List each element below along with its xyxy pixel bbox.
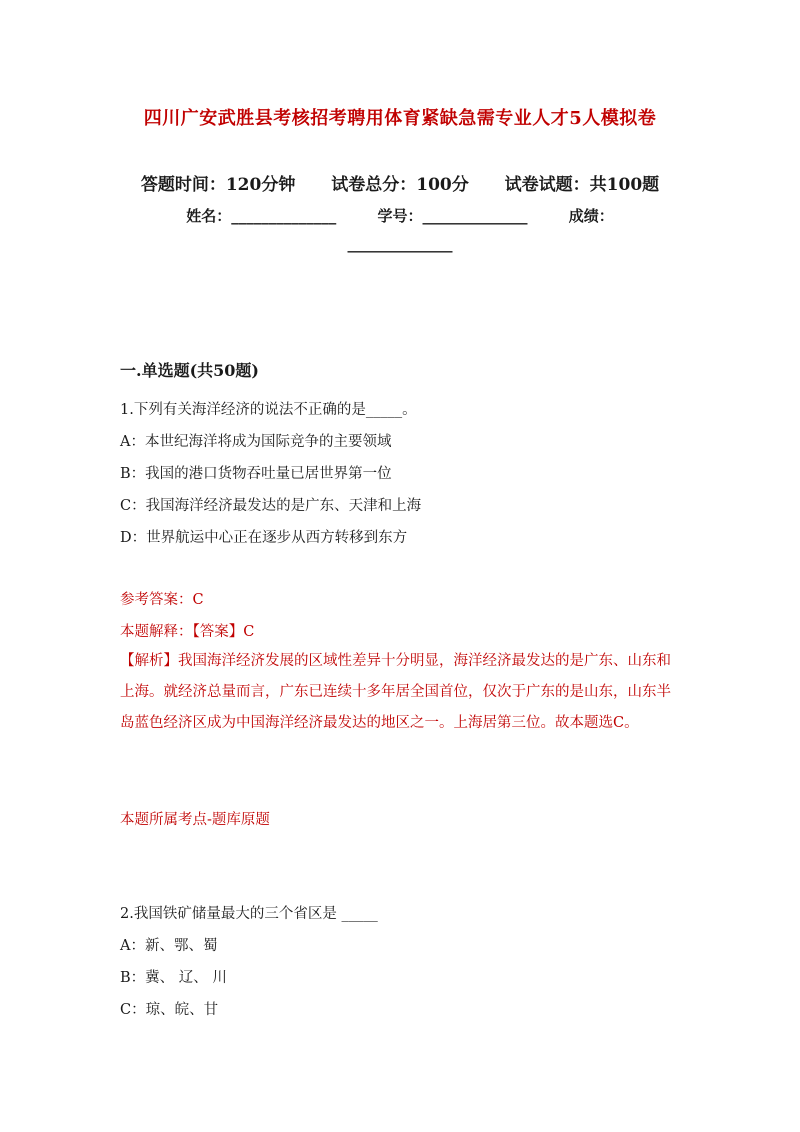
question-1-option-a: A：本世纪海洋将成为国际竞争的主要领域 [120, 434, 392, 450]
question-1-option-d: D：世界航运中心正在逐步从西方转移到东方 [120, 530, 408, 546]
section-heading: 一.单选题(共50题) [120, 361, 259, 380]
question-1-stem: 1.下列有关海洋经济的说法不正确的是_____。 [120, 402, 417, 418]
question-2-option-c: C：琼、皖、甘 [120, 1002, 219, 1018]
exam-meta [0, 170, 800, 195]
question-2-option-b: B：冀、 辽、 川 [120, 970, 227, 986]
question-1-option-c: C：我国海洋经济最发达的是广东、天津和上海 [120, 498, 422, 514]
question-1-explanation: 【解析】我国海洋经济发展的区域性差异十分明显，海洋经济最发达的是广东、山东和上海。就经济总量而言，广东已连续十多年居全国首位，仅次于广东的是山东，山东半岛蓝色经济区成为中国海洋经济最发达的地区之一。上海居第三位。故本题选C。 [120, 653, 671, 731]
candidate-fields [100, 202, 700, 258]
question-1-explanation-head: 本题解释：【答案】C [120, 624, 255, 640]
student-number-field: 学号：______________ [377, 207, 528, 225]
question-1-source: 本题所属考点-题库原题 [120, 812, 270, 828]
grade-line: ______________ [347, 235, 453, 253]
question-2-stem: 2.我国铁矿储量最大的三个省区是 _____ [120, 906, 378, 922]
grade-field: 成绩： [568, 207, 614, 225]
question-2-option-a: A：新、鄂、蜀 [120, 938, 218, 954]
exam-time: 答题时间：120分钟 [140, 175, 296, 195]
question-1-option-b: B：我国的港口货物吞吐量已居世界第一位 [120, 466, 392, 482]
question-1-answer: 参考答案：C [120, 592, 204, 608]
name-field: 姓名：______________ [186, 207, 337, 225]
exam-total-score: 试卷总分：100分 [331, 175, 469, 195]
exam-question-count: 试卷试题：共100题 [504, 175, 660, 195]
exam-title: 四川广安武胜县考核招考聘用体育紧缺急需专业人才5人模拟卷 [143, 108, 657, 129]
